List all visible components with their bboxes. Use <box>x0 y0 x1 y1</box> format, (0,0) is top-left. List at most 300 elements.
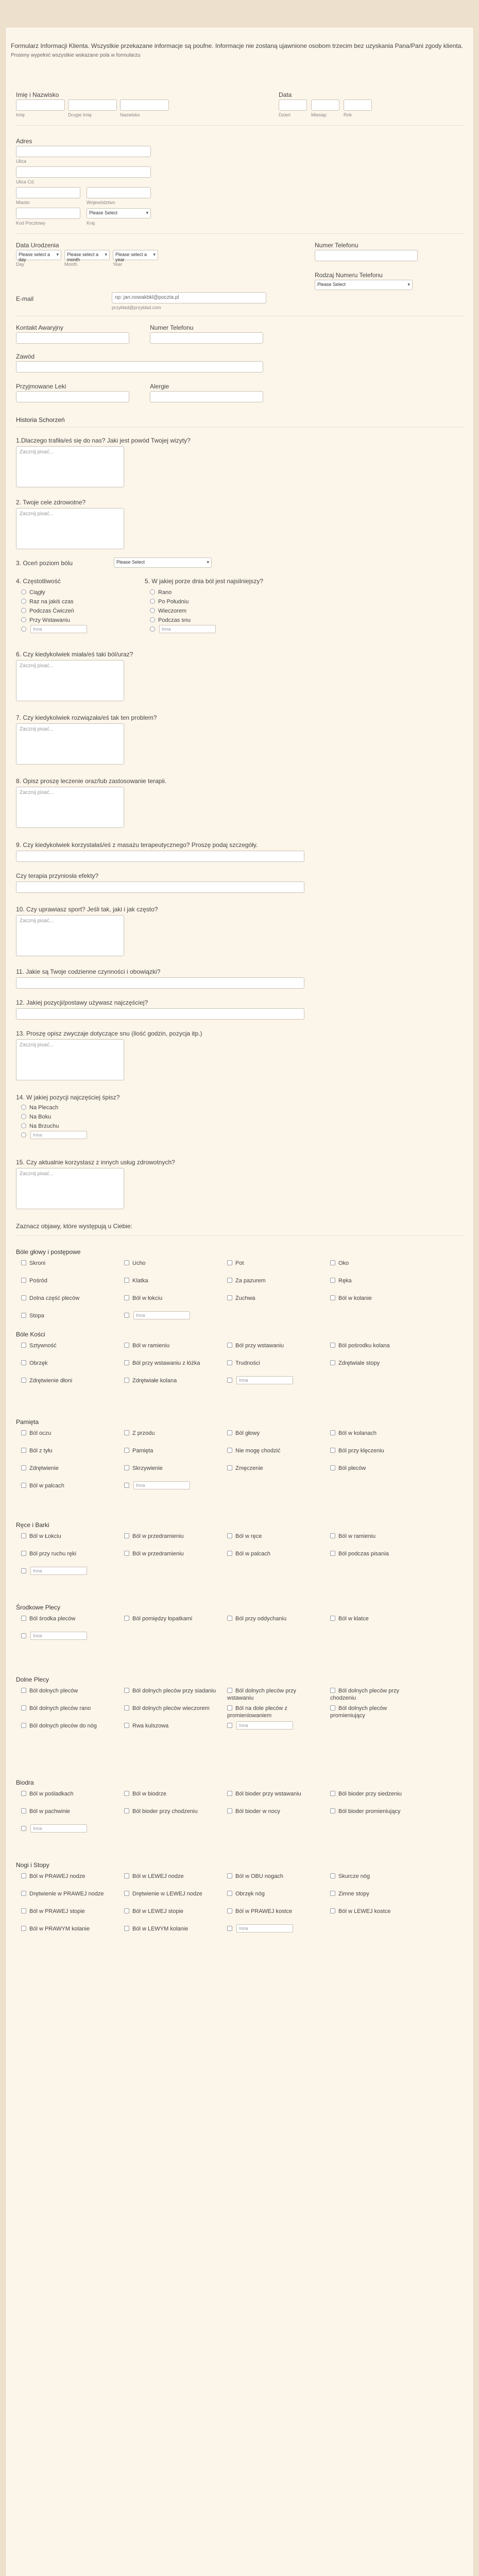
city-input[interactable] <box>16 187 80 198</box>
symptom-label: Sztywność <box>29 1343 57 1349</box>
symptom-checkbox[interactable] <box>124 1447 217 1454</box>
symptom-checkbox[interactable] <box>227 1873 320 1880</box>
birth-day-select[interactable]: Please select a day ▾ <box>16 250 61 260</box>
symptom-checkbox[interactable] <box>227 1447 320 1454</box>
symptom-label: Ból dolnych pleców przy siadaniu <box>132 1688 216 1694</box>
checkbox-icon <box>124 1465 129 1470</box>
birth-month-select[interactable]: Please select a month ▾ <box>64 250 110 260</box>
checkbox-icon <box>227 1465 232 1470</box>
symptom-group-title: Biodra <box>16 1779 34 1786</box>
radio-icon <box>21 1123 26 1128</box>
checkbox-icon <box>21 1465 26 1470</box>
symptom-checkbox[interactable] <box>21 1447 114 1454</box>
symptom-label: Pot <box>235 1260 244 1266</box>
symptom-checkbox[interactable] <box>124 1925 217 1933</box>
symptom-group-title: Bóle Kości <box>16 1331 45 1338</box>
symptom-other-input[interactable]: Inna <box>30 1632 87 1640</box>
checkbox-icon <box>330 1533 335 1538</box>
q4-option[interactable]: Podczas Ćwiczeń <box>21 607 74 615</box>
symptom-label: Ból z tyłu <box>29 1448 53 1454</box>
symptom-checkbox[interactable] <box>227 1550 320 1557</box>
q12-input[interactable] <box>16 1008 304 1020</box>
symptom-checkbox[interactable] <box>330 1790 423 1798</box>
symptom-checkbox[interactable] <box>21 1790 114 1798</box>
checkbox-icon <box>227 1360 232 1365</box>
q12-label: 12. Jakiej pozycji/postawy używasz najczęściej? <box>16 999 148 1006</box>
divider <box>16 125 464 126</box>
street2-sub: Ulica Cd. <box>16 179 35 184</box>
symptom-label: Skroni <box>29 1260 46 1266</box>
symptom-label: Ból na dole pleców z promieniowaniem <box>227 1705 287 1719</box>
country-sub: Kraj <box>87 221 95 226</box>
symptom-other-checkbox[interactable] <box>21 1633 29 1640</box>
symptom-checkbox[interactable] <box>227 1908 320 1915</box>
symptom-other-checkbox[interactable] <box>227 1722 235 1730</box>
allergies-label: Alergie <box>150 383 169 390</box>
symptom-other-checkbox[interactable] <box>227 1377 235 1384</box>
phone-input[interactable] <box>315 250 418 261</box>
symptom-checkbox[interactable] <box>330 1687 423 1702</box>
radio-icon <box>21 599 26 604</box>
symptom-checkbox[interactable] <box>124 1260 217 1267</box>
checkbox-icon <box>227 1343 232 1348</box>
checkbox-icon <box>330 1616 335 1621</box>
symptom-checkbox[interactable] <box>21 1465 114 1472</box>
symptom-checkbox[interactable] <box>124 1873 217 1880</box>
middle-name-sub: Drugie Imię <box>68 112 92 117</box>
therapy-effects-input[interactable] <box>16 882 304 893</box>
q5-option[interactable]: Podczas snu <box>150 617 191 624</box>
symptom-checkbox[interactable] <box>227 1705 320 1719</box>
q9-label: 9. Czy kiedykolwiek korzystałaś/eś z masażu terapeutycznego? Proszę podaj szczegóły. <box>16 841 258 849</box>
symptom-checkbox[interactable] <box>227 1687 320 1702</box>
q8-textarea[interactable]: Zacznij pisać... <box>16 787 124 828</box>
symptom-checkbox[interactable] <box>21 1260 114 1267</box>
symptom-checkbox[interactable] <box>330 1615 423 1622</box>
q5-option[interactable]: Wieczorem <box>150 607 186 615</box>
q1-label: 1.Dlaczego trafiła/eś się do nas? Jaki jest powód Twojej wizyty? <box>16 437 191 444</box>
postal-input[interactable] <box>16 208 80 219</box>
symptom-other-checkbox[interactable] <box>124 1312 132 1319</box>
checkbox-icon <box>330 1908 335 1913</box>
symptom-label: Ból w pośladkach <box>29 1791 74 1797</box>
checkbox-icon <box>21 1705 26 1710</box>
q10-textarea[interactable]: Zacznij pisać... <box>16 915 124 956</box>
checkbox-icon <box>330 1430 335 1435</box>
symptom-label: Ból w LEWEJ nodze <box>132 1873 184 1879</box>
symptom-label: Ból środka pleców <box>29 1616 76 1622</box>
q7-label: 7. Czy kiedykolwiek rozwiązała/eś tak ten problem? <box>16 714 157 721</box>
symptom-other-input[interactable]: Inna <box>133 1481 190 1489</box>
q1-textarea[interactable]: Zacznij pisać... <box>16 446 124 487</box>
q11-label: 11. Jakie są Twoje codzienne czynności i obowiązki? <box>16 968 161 975</box>
symptom-checkbox[interactable] <box>124 1705 217 1712</box>
symptom-checkbox[interactable] <box>21 1890 114 1897</box>
street2-input[interactable] <box>16 166 151 178</box>
symptom-checkbox[interactable] <box>227 1615 320 1622</box>
intro-emphasis: Prosimy wypełnić wszystkie wskazane pola w formularzu <box>11 53 141 58</box>
q13-textarea[interactable]: Zacznij pisać... <box>16 1039 124 1080</box>
q4-other-input[interactable]: Inna <box>30 625 87 633</box>
radio-icon <box>21 1114 26 1119</box>
birth-day-sub: Day <box>16 262 25 267</box>
symptom-group-title: Pamięta <box>16 1418 39 1426</box>
q5-other-input[interactable]: Inna <box>159 625 216 633</box>
symptom-checkbox[interactable] <box>124 1342 217 1349</box>
symptom-checkbox[interactable] <box>227 1277 320 1284</box>
q14-option[interactable]: Na Boku <box>21 1113 51 1121</box>
q14-option[interactable]: Na Plecach <box>21 1104 58 1111</box>
q4-option-other[interactable] <box>21 626 29 633</box>
birth-year-sub: Year <box>113 262 123 267</box>
symptom-checkbox[interactable] <box>21 1615 114 1622</box>
symptom-label: Obrzęk nóg <box>235 1891 265 1897</box>
symptom-checkbox[interactable] <box>21 1312 114 1319</box>
checkbox-icon <box>330 1260 335 1265</box>
symptom-label: Ból w łokciu <box>132 1295 163 1301</box>
symptom-group-title: Nogi i Stopy <box>16 1861 49 1869</box>
symptom-label: Ból w kolanach <box>338 1430 377 1436</box>
symptom-label: Ból w PRAWEJ nodze <box>29 1873 85 1879</box>
symptom-checkbox[interactable] <box>124 1890 217 1897</box>
checkbox-icon <box>21 1448 26 1453</box>
q7-textarea[interactable]: Zacznij pisać... <box>16 723 124 765</box>
email-input[interactable] <box>112 292 266 303</box>
country-select[interactable]: Please Select ▾ <box>87 208 151 218</box>
radio-icon <box>150 599 155 604</box>
symptom-group-title: Ręce i Barki <box>16 1521 49 1529</box>
symptom-checkbox[interactable] <box>21 1925 114 1933</box>
symptom-label: Ból dolnych pleców przy wstawaniu <box>227 1688 297 1701</box>
q3-select[interactable]: Please Select ▾ <box>114 557 212 568</box>
symptom-checkbox[interactable] <box>124 1722 217 1730</box>
symptom-checkbox[interactable] <box>21 1873 114 1880</box>
symptom-label: Ból głowy <box>235 1430 260 1436</box>
checkbox-icon <box>330 1343 335 1348</box>
q6-label: 6. Czy kiedykolwiek miała/eś taki ból/uraz? <box>16 651 133 658</box>
date-month-sub: Miesiąc <box>311 112 327 117</box>
symptom-checkbox[interactable] <box>227 1808 320 1815</box>
symptom-label: Ból bioder przy chodzeniu <box>132 1808 198 1815</box>
address-label: Adres <box>16 138 32 145</box>
symptom-label: Stopa <box>29 1313 44 1319</box>
symptom-checkbox[interactable] <box>21 1908 114 1915</box>
emergency-phone-input[interactable] <box>150 332 263 344</box>
state-input[interactable] <box>87 187 151 198</box>
symptom-other-input[interactable]: Inna <box>30 1824 87 1833</box>
radio-icon <box>150 608 155 613</box>
symptom-label: Zdrętwiałe kolana <box>132 1378 177 1384</box>
checkbox-icon <box>330 1278 335 1283</box>
symptom-checkbox[interactable] <box>227 1533 320 1540</box>
q15-label: 15. Czy aktualnie korzystasz z innych usług zdrowotnych? <box>16 1159 175 1166</box>
date-month-input[interactable] <box>311 99 339 111</box>
symptom-checkbox[interactable] <box>124 1533 217 1540</box>
symptom-checkbox[interactable] <box>124 1277 217 1284</box>
symptom-label: Ból dolnych pleców promieniujący <box>330 1705 387 1719</box>
symptom-checkbox[interactable] <box>124 1687 217 1694</box>
symptom-label: Ból oczu <box>29 1430 52 1436</box>
first-name-input[interactable] <box>16 99 65 111</box>
symptom-checkbox[interactable] <box>330 1342 423 1349</box>
symptom-group-title: Bóle głowy i postępowe <box>16 1248 81 1256</box>
checkbox-icon <box>21 1360 26 1365</box>
symptom-label: Ból przy wstawaniu <box>235 1343 284 1349</box>
symptom-label: Ból przy wstawaniu z łóżka <box>132 1360 200 1366</box>
checkbox-icon <box>227 1791 232 1796</box>
q2-label: 2. Twoje cele zdrowotne? <box>16 499 86 506</box>
street-input[interactable] <box>16 146 151 157</box>
q5-option[interactable]: Rano <box>150 589 172 596</box>
checkbox-icon <box>227 1808 232 1814</box>
street-sub: Ulica <box>16 159 27 164</box>
symptom-other-input[interactable]: Inna <box>236 1924 293 1933</box>
symptom-checkbox[interactable] <box>330 1873 423 1880</box>
checkbox-icon <box>21 1688 26 1693</box>
q8-label: 8. Opisz proszę leczenie oraz/lub zastosowanie terapii. <box>16 777 167 785</box>
last-name-input[interactable] <box>120 99 169 111</box>
symptom-checkbox[interactable] <box>227 1790 320 1798</box>
symptom-checkbox[interactable] <box>330 1908 423 1915</box>
symptom-other-input[interactable]: Inna <box>236 1376 293 1384</box>
checkbox-icon <box>227 1430 232 1435</box>
checkbox-icon <box>227 1378 232 1383</box>
symptom-checkbox[interactable] <box>227 1295 320 1302</box>
symptom-checkbox[interactable] <box>330 1808 423 1815</box>
q2-textarea[interactable]: Zacznij pisać... <box>16 508 124 549</box>
q4-label: 4. Częstotliwość <box>16 578 61 585</box>
symptom-other-checkbox[interactable] <box>227 1925 235 1933</box>
symptom-checkbox[interactable] <box>21 1277 114 1284</box>
checkbox-icon <box>21 1295 26 1300</box>
symptom-label: Drętwienie w LEWEJ nodze <box>132 1891 202 1897</box>
symptom-label: Ból w kolanie <box>338 1295 372 1301</box>
birth-year-select[interactable]: Please select a year ▾ <box>113 250 158 260</box>
checkbox-icon <box>330 1705 335 1710</box>
checkbox-icon <box>124 1723 129 1728</box>
symptom-label: Trudności <box>235 1360 260 1366</box>
symptom-label: Z przodu <box>132 1430 155 1436</box>
checkbox-icon <box>330 1891 335 1896</box>
symptom-checkbox[interactable] <box>124 1360 217 1367</box>
checkbox-icon <box>227 1295 232 1300</box>
date-day-input[interactable] <box>279 99 307 111</box>
radio-icon <box>150 617 155 622</box>
checkbox-icon <box>227 1551 232 1556</box>
symptom-checkbox[interactable] <box>330 1705 423 1719</box>
symptom-checkbox[interactable] <box>227 1890 320 1897</box>
symptom-checkbox[interactable] <box>227 1342 320 1349</box>
symptom-label: Ból bioder przy wstawaniu <box>235 1791 301 1797</box>
q5-option[interactable]: Po Południu <box>150 598 189 605</box>
symptom-checkbox[interactable] <box>124 1377 217 1384</box>
symptom-label: Nie mogę chodzić <box>235 1448 281 1454</box>
checkbox-icon <box>124 1430 129 1435</box>
checkbox-icon <box>227 1448 232 1453</box>
q6-textarea[interactable]: Zacznij pisać... <box>16 660 124 701</box>
symptom-label: Ból dolnych pleców <box>29 1688 78 1694</box>
emergency-phone-label: Numer Telefonu <box>150 324 194 331</box>
q5-option-other[interactable] <box>150 626 158 633</box>
symptom-label: Ból dolnych pleców przy chodzeniu <box>330 1688 400 1701</box>
date-year-sub: Rok <box>344 112 352 117</box>
phone-type-select[interactable]: Please Select ▾ <box>315 280 413 290</box>
checkbox-icon <box>21 1826 26 1831</box>
symptom-label: Zdrętwienie dłoni <box>29 1378 73 1384</box>
q4-option[interactable]: Przy Wstawaniu <box>21 617 70 624</box>
symptom-checkbox[interactable] <box>227 1260 320 1267</box>
symptom-checkbox[interactable] <box>330 1550 423 1557</box>
date-year-input[interactable] <box>344 99 372 111</box>
symptom-checkbox[interactable] <box>21 1550 114 1557</box>
q9-input[interactable] <box>16 851 304 862</box>
symptom-label: Ból w biodrze <box>132 1791 167 1797</box>
symptom-label: Ból w palcach <box>29 1483 64 1489</box>
checkbox-icon <box>124 1791 129 1796</box>
emergency-input[interactable] <box>16 332 129 344</box>
symptom-checkbox[interactable] <box>124 1430 217 1437</box>
symptom-checkbox[interactable] <box>21 1360 114 1367</box>
q4-option[interactable]: Ciągły <box>21 589 45 596</box>
medications-label: Przyjmowane Leki <box>16 383 66 390</box>
checkbox-icon <box>124 1278 129 1283</box>
phone-label: Numer Telefonu <box>315 242 358 249</box>
q14-option[interactable]: Na Brzuchu <box>21 1123 59 1130</box>
symptom-checkbox[interactable] <box>330 1277 423 1284</box>
checkbox-icon <box>21 1568 26 1573</box>
q15-textarea[interactable]: Zacznij pisać... <box>16 1168 124 1209</box>
symptom-label: Ból pomiędzy łopatkami <box>132 1616 193 1622</box>
checkbox-icon <box>21 1908 26 1913</box>
symptom-label: Pośród <box>29 1278 47 1284</box>
symptom-other-checkbox[interactable] <box>124 1482 132 1489</box>
allergies-input[interactable] <box>150 391 263 402</box>
radio-icon <box>21 626 26 632</box>
checkbox-icon <box>227 1616 232 1621</box>
symptom-checkbox[interactable] <box>124 1908 217 1915</box>
checkbox-icon <box>227 1723 232 1728</box>
symptom-checkbox[interactable] <box>124 1790 217 1798</box>
symptom-label: Żuchwa <box>235 1295 255 1301</box>
state-sub: Województwo <box>87 200 115 205</box>
first-name-sub: Imię <box>16 112 25 117</box>
symptom-checkbox[interactable] <box>227 1360 320 1367</box>
symptom-label: Za pazurem <box>235 1278 266 1284</box>
symptom-label: Drętwienie w PRAWEJ nodze <box>29 1891 104 1897</box>
symptom-other-input[interactable]: Inna <box>236 1721 293 1730</box>
symptom-checkbox[interactable] <box>21 1705 114 1712</box>
checkbox-icon <box>124 1908 129 1913</box>
symptom-checkbox[interactable] <box>21 1377 114 1384</box>
symptom-label: Ból pośrodku kolana <box>338 1343 390 1349</box>
symptom-checkbox[interactable] <box>330 1295 423 1302</box>
symptom-checkbox[interactable] <box>124 1465 217 1472</box>
checkbox-icon <box>227 1533 232 1538</box>
symptom-checkbox[interactable] <box>227 1430 320 1437</box>
q11-input[interactable] <box>16 977 304 989</box>
symptom-checkbox[interactable] <box>330 1260 423 1267</box>
checkbox-icon <box>21 1616 26 1621</box>
checkbox-icon <box>21 1873 26 1878</box>
history-title: Historia Schorzeń <box>16 416 65 423</box>
middle-name-input[interactable] <box>68 99 117 111</box>
symptom-label: Oko <box>338 1260 349 1266</box>
checkbox-icon <box>124 1448 129 1453</box>
symptom-checkbox[interactable] <box>124 1808 217 1815</box>
symptom-other-input[interactable]: Inna <box>30 1567 87 1575</box>
radio-icon <box>150 589 155 595</box>
checkbox-icon <box>124 1360 129 1365</box>
q14-option-other[interactable] <box>21 1132 29 1139</box>
symptom-checkbox[interactable] <box>21 1342 114 1349</box>
symptom-label: Ból w LEWEJ stopie <box>132 1908 184 1914</box>
checkbox-icon <box>124 1313 129 1318</box>
checkbox-icon <box>21 1551 26 1556</box>
symptom-checkbox[interactable] <box>330 1465 423 1472</box>
symptom-label: Ból w Łokciu <box>29 1533 61 1539</box>
email-placeholder: np: jan.nowakbkl@poczta.pl <box>115 295 179 300</box>
symptom-other-checkbox[interactable] <box>21 1825 29 1833</box>
symptom-other-input[interactable]: Inna <box>133 1311 190 1319</box>
symptom-checkbox[interactable] <box>21 1430 114 1437</box>
symptom-label: Ból w PRAWEJ kostce <box>235 1908 293 1914</box>
q5-label: 5. W jakiej porze dnia ból jest najsilniejszy? <box>145 578 264 585</box>
checkbox-icon <box>21 1926 26 1931</box>
symptom-label: Ból dolnych pleców rano <box>29 1705 91 1711</box>
symptom-checkbox[interactable] <box>21 1482 114 1489</box>
q14-other-input[interactable]: Inna <box>30 1131 87 1139</box>
symptom-checkbox[interactable] <box>330 1360 423 1367</box>
q14-label: 14. W jakiej pozycji najczęściej śpisz? <box>16 1094 120 1101</box>
city-sub: Miasto <box>16 200 30 205</box>
symptom-checkbox[interactable] <box>21 1722 114 1730</box>
symptom-checkbox[interactable] <box>227 1465 320 1472</box>
email-label: E-mail <box>16 295 34 302</box>
symptom-checkbox[interactable] <box>124 1615 217 1622</box>
symptom-label: Zmęczenie <box>235 1465 263 1471</box>
symptom-label: Skurcze nóg <box>338 1873 370 1879</box>
checkbox-icon <box>21 1430 26 1435</box>
checkbox-icon <box>21 1791 26 1796</box>
email-sub: przykład@przykład.com <box>112 305 161 310</box>
symptom-checkbox[interactable] <box>124 1295 217 1302</box>
date-day-sub: Dzień <box>279 112 291 117</box>
symptom-label: Ból bioder promieniujący <box>338 1808 401 1815</box>
symptom-checkbox[interactable] <box>21 1533 114 1540</box>
symptom-checkbox[interactable] <box>330 1533 423 1540</box>
checkbox-icon <box>330 1295 335 1300</box>
symptom-checkbox[interactable] <box>21 1687 114 1694</box>
symptom-checkbox[interactable] <box>21 1295 114 1302</box>
symptom-checkbox[interactable] <box>330 1430 423 1437</box>
symptom-group-title: Dolne Plecy <box>16 1676 49 1683</box>
symptom-checkbox[interactable] <box>21 1808 114 1815</box>
medications-input[interactable] <box>16 391 129 402</box>
checkbox-icon <box>124 1378 129 1383</box>
symptom-checkbox[interactable] <box>330 1447 423 1454</box>
form-card <box>5 27 474 2576</box>
checkbox-icon <box>330 1465 335 1470</box>
symptom-checkbox[interactable] <box>330 1890 423 1897</box>
symptom-checkbox[interactable] <box>124 1550 217 1557</box>
q16-label: Zaznacz objawy, które występują u Ciebie: <box>16 1223 132 1230</box>
symptom-other-checkbox[interactable] <box>21 1568 29 1575</box>
occupation-input[interactable] <box>16 361 263 372</box>
radio-icon <box>21 1132 26 1138</box>
symptom-label: Dolna część pleców <box>29 1295 80 1301</box>
q4-option[interactable]: Raz na jakiś czas <box>21 598 74 605</box>
checkbox-icon <box>21 1808 26 1814</box>
